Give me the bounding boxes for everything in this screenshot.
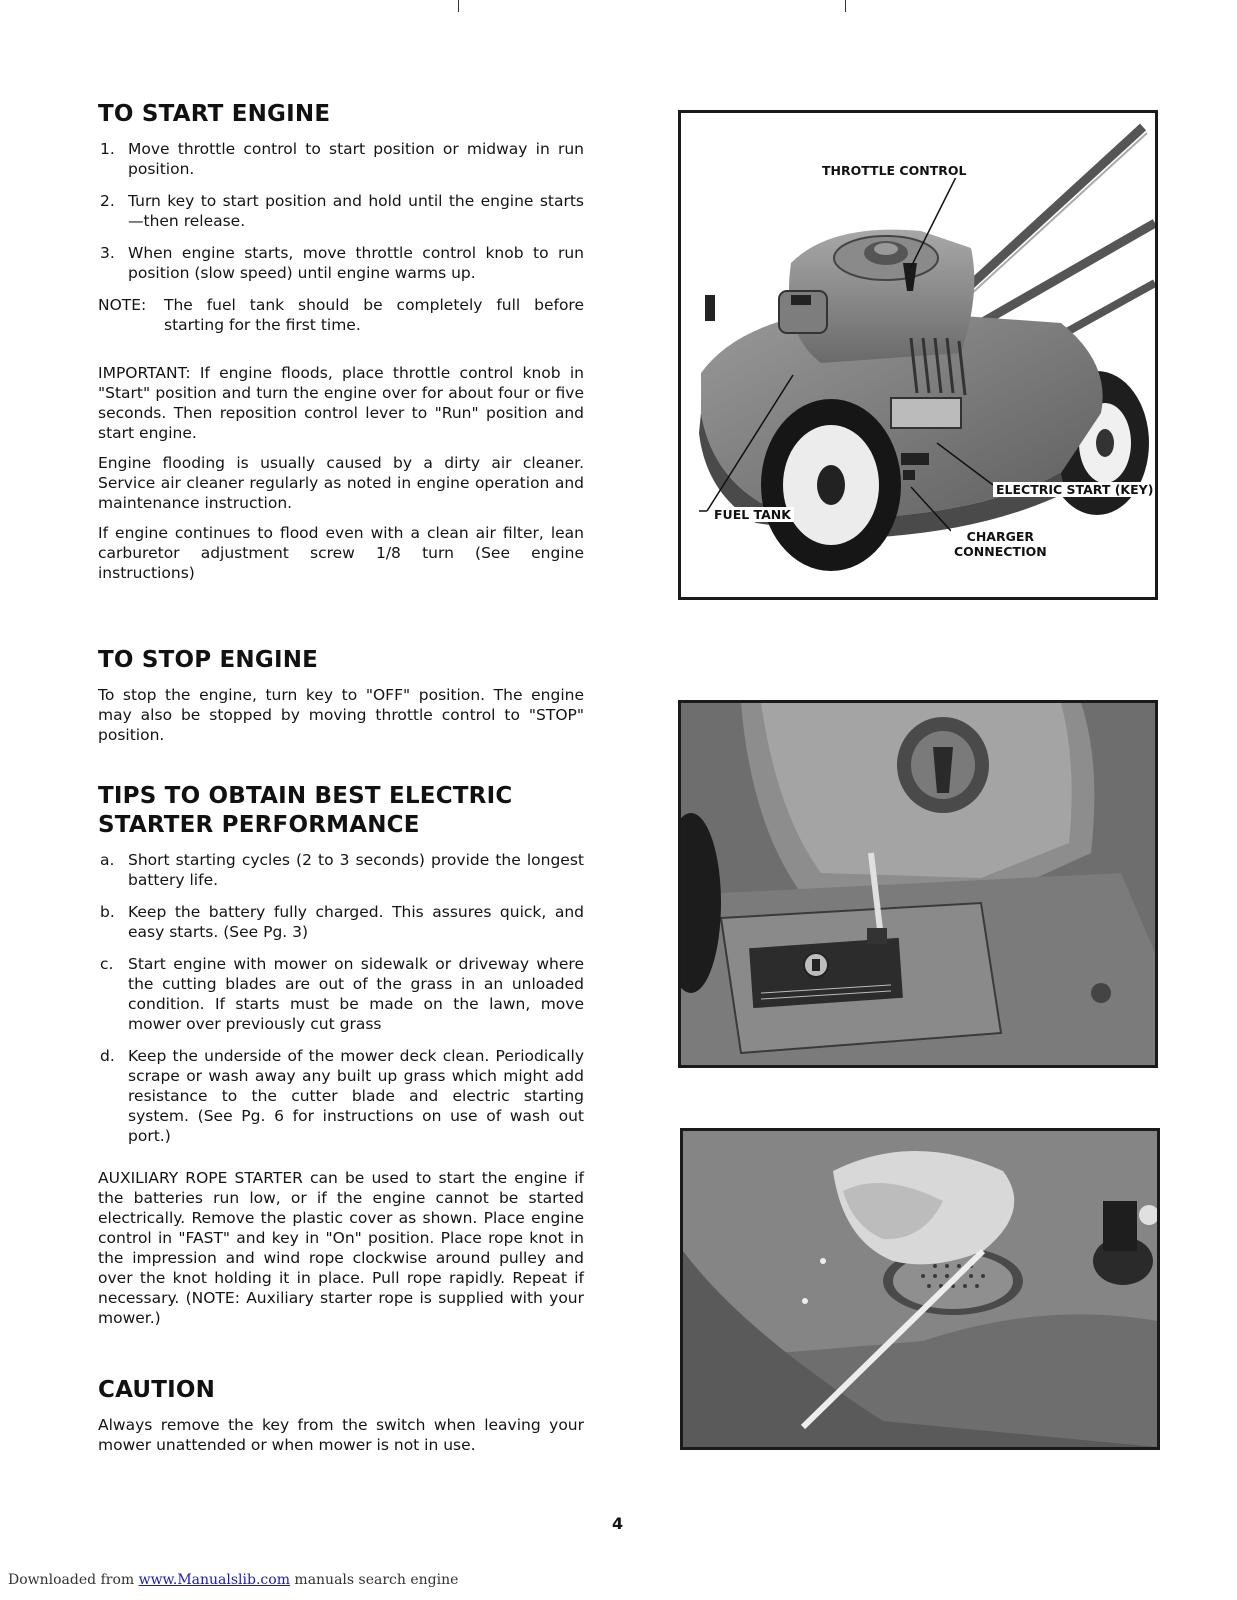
caution-title: CAUTION xyxy=(98,1377,216,1403)
important-paragraph: IMPORTANT: If engine floods, place throttle control knob in "Start" position and turn the engine over for about four or five seconds. Then reposition control lever to "Run" position and start engine. xyxy=(98,364,584,442)
tip-letter: d. xyxy=(100,1047,115,1065)
caution-text: Always remove the key from the switch when leaving your mower unattended or when mower is not in use. xyxy=(98,1416,584,1454)
stop-engine-section xyxy=(98,646,584,745)
page-number: 4 xyxy=(612,1514,624,1533)
charger-connection-label xyxy=(951,529,1050,559)
footer-suffix: manuals search engine xyxy=(289,1572,459,1588)
tip-text: Keep the underside of the mower deck clean. Periodically scrape or wash away any built up grass which might add resistance to the cutter blade and electric starting system. (See Pg. 6 for instructions on use of wash out port.) xyxy=(128,1047,584,1145)
crop-mark xyxy=(458,0,459,12)
key-switch-illustration xyxy=(681,703,1155,1065)
list-item xyxy=(98,954,584,1034)
start-engine-section xyxy=(98,100,584,593)
tip-text: Keep the battery fully charged. This assures quick, and easy starts. (See Pg. 3) xyxy=(128,903,584,941)
footer xyxy=(8,1572,458,1588)
list-item xyxy=(98,243,584,283)
rope-starter-illustration xyxy=(683,1131,1157,1447)
tip-text: Start engine with mower on sidewalk or driveway where the cutting blades are out of the grass in an unloaded condition. If starts must be made on the lawn, move mower over previously cut grass xyxy=(128,955,584,1033)
electric-start-label: ELECTRIC START (KEY) xyxy=(993,482,1156,497)
tip-letter: c. xyxy=(100,955,114,973)
tip-letter: a. xyxy=(100,851,115,869)
step-number: 2. xyxy=(100,192,115,210)
tip-letter: b. xyxy=(100,903,115,921)
list-item xyxy=(98,191,584,231)
step-text: Turn key to start position and hold until the engine starts—then release. xyxy=(128,192,584,230)
list-item xyxy=(98,1046,584,1146)
crop-mark xyxy=(845,0,846,12)
mower-figure xyxy=(678,110,1158,600)
note-text: The fuel tank should be completely full before starting for the first time. xyxy=(164,296,584,334)
note-label: NOTE: xyxy=(98,296,147,314)
charger-label-line2: CONNECTION xyxy=(954,544,1047,559)
flooding-paragraph: Engine flooding is usually caused by a dirty air cleaner. Service air cleaner regularly as noted in engine operation and maintenance instruction. xyxy=(98,454,584,512)
key-switch-photo xyxy=(678,700,1158,1068)
tips-title-line1: TIPS TO OBTAIN BEST ELECTRIC xyxy=(98,783,513,809)
fuel-note xyxy=(98,295,584,335)
start-engine-title: TO START ENGINE xyxy=(98,101,331,127)
continue-flood-paragraph: If engine continues to flood even with a clean air filter, lean carburetor adjustment screw 1/8 turn (See engine instructions) xyxy=(98,524,584,582)
footer-prefix: Downloaded from xyxy=(8,1572,139,1588)
step-number: 3. xyxy=(100,244,115,262)
tips-list xyxy=(98,850,584,1146)
mower-illustration xyxy=(681,113,1155,597)
stop-engine-title: TO STOP ENGINE xyxy=(98,647,319,673)
tips-section xyxy=(98,782,584,1328)
list-item xyxy=(98,902,584,942)
rope-starter-photo xyxy=(680,1128,1160,1450)
list-item xyxy=(98,850,584,890)
tips-title-line2: STARTER PERFORMANCE xyxy=(98,812,420,838)
caution-section xyxy=(98,1376,584,1455)
charger-label-line1: CHARGER xyxy=(966,529,1035,544)
manualslib-link[interactable]: www.Manualslib.com xyxy=(138,1572,290,1588)
throttle-control-label: THROTTLE CONTROL xyxy=(819,163,969,178)
step-text: Move throttle control to start position or midway in run position. xyxy=(128,140,584,178)
stop-engine-text: To stop the engine, turn key to "OFF" position. The engine may also be stopped by moving throttle control to "STOP" position. xyxy=(98,686,584,744)
step-text: When engine starts, move throttle control knob to run position (slow speed) until engine warms up. xyxy=(128,244,584,282)
auxiliary-paragraph: AUXILIARY ROPE STARTER can be used to start the engine if the batteries run low, or if the engine cannot be started electrically. Remove the plastic cover as shown. Place engine control in "FAST" and key in "On" position. Place rope knot in the impression and wind rope clockwise around pulley and over the knot holding it in place. Pull rope rapidly. Repeat if necessary. (NOTE: Auxiliary starter rope is supplied with your mower.) xyxy=(98,1169,584,1327)
start-steps-list xyxy=(98,139,584,283)
tip-text: Short starting cycles (2 to 3 seconds) provide the longest battery life. xyxy=(128,851,584,889)
step-number: 1. xyxy=(100,140,115,158)
fuel-tank-label: FUEL TANK xyxy=(711,507,794,522)
tips-title xyxy=(98,782,584,840)
list-item xyxy=(98,139,584,179)
